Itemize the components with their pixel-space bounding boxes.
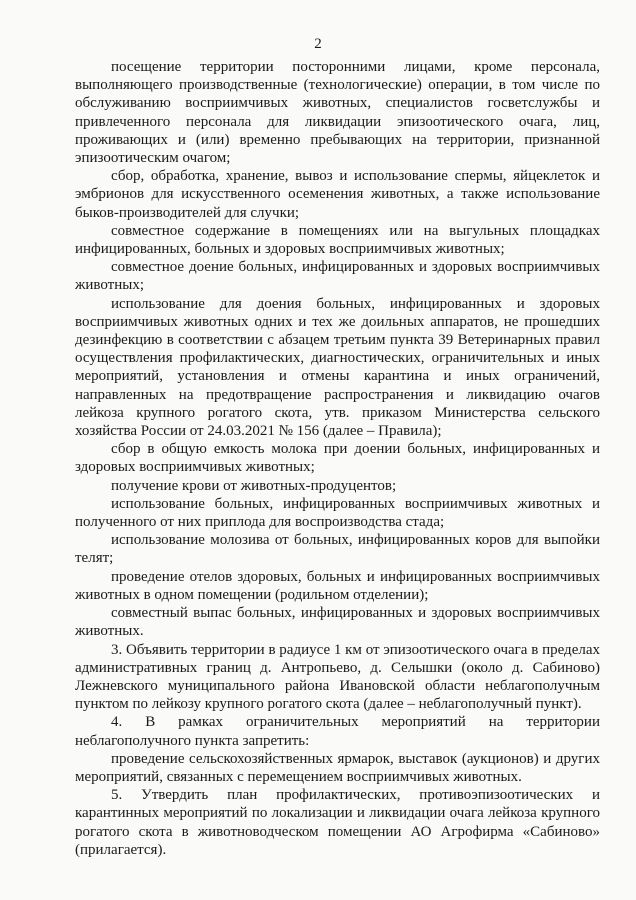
paragraph-item-4: 4. В рамках ограничительных мероприятий на территории неблагополучного пункта запретить:: [75, 714, 600, 749]
paragraph-fairs-ban: проведение сельскохозяйственных ярмарок, выставок (аукционов) и других мероприятий, связанных с перемещением восприимчивых животных.: [75, 750, 600, 785]
paragraph-calving: проведение отелов здоровых, больных и инфицированных восприимчивых животных в одном помещении (родильном отделении);: [75, 568, 600, 603]
paragraph-joint-grazing: совместный выпас больных, инфицированных и здоровых восприимчивых животных.: [75, 605, 600, 640]
paragraph-reproduction: использование больных, инфицированных восприимчивых животных и полученного от них приплода для воспроизводства стада;: [75, 495, 600, 531]
paragraph-visit-ban: посещение территории посторонними лицами, кроме персонала, выполняющего производственные (технологические) операции, в том числе по обслуживанию восприимчивых животных, специалистов госветслужбы и привлеченного персонала для ликвидации эпизоотического очага, лиц, проживающих и (или) временно пребывающих на территории, признанной эпизоотическим очагом;: [75, 59, 600, 167]
paragraph-milking-machines: использование для доения больных, инфицированных и здоровых восприимчивых животных одних и тех же доильных аппаратов, не прошедших дезинфекцию в соответствии с абзацем третьим пункта 39 Ветеринарных правил осуществления профилактических, диагностических, ограничительных и иных мероприятий, установления и отмены карантина и иных ограничений, направленных на предотвращение распространения и ликвидацию очагов лейкоза крупного рогатого скота, утв. приказом Министерства сельского хозяйства России от 24.03.2021 № 156 (далее – Правила);: [75, 295, 600, 440]
paragraph-joint-housing: совместное содержание в помещениях или на выгульных площадках инфицированных, больных и здоровых восприимчивых животных;: [75, 222, 600, 258]
paragraph-blood-collection: получение крови от животных-продуцентов;: [111, 477, 397, 494]
page-number: 2: [314, 36, 322, 52]
paragraph-sperm-collection: сбор, обработка, хранение, вывоз и использование спермы, яйцеклеток и эмбрионов для искусственного осеменения животных, а также использование быков-производителей для случки;: [75, 168, 600, 221]
paragraph-item-3: 3. Объявить территории в радиусе 1 км от эпизоотического очага в пределах административных границ д. Антропьево, д. Селышки (около д. Сабиново) Лежневского муниципального района Ивановской области неблагополучным пунктом по лейкозу крупного рогатого скота (далее – неблагополучный пункт).: [75, 641, 600, 713]
paragraph-item-5: 5. Утвердить план профилактических, противоэпизоотических и карантинных мероприятий по локализации и ликвидации очага лейкоза крупного рогатого скота в животноводческом помещении АО Агрофирма «Сабиново» (прилагается).: [75, 787, 600, 858]
document-body: [75, 58, 600, 859]
paragraph-colostrum: использование молозива от больных, инфицированных коров для выпойки телят;: [75, 532, 600, 567]
paragraph-joint-milking: совместное доение больных, инфицированных и здоровых восприимчивых животных;: [75, 259, 600, 294]
paragraph-milk-collection: сбор в общую емкость молока при доении больных, инфицированных и здоровых восприимчивых животных;: [75, 441, 600, 476]
